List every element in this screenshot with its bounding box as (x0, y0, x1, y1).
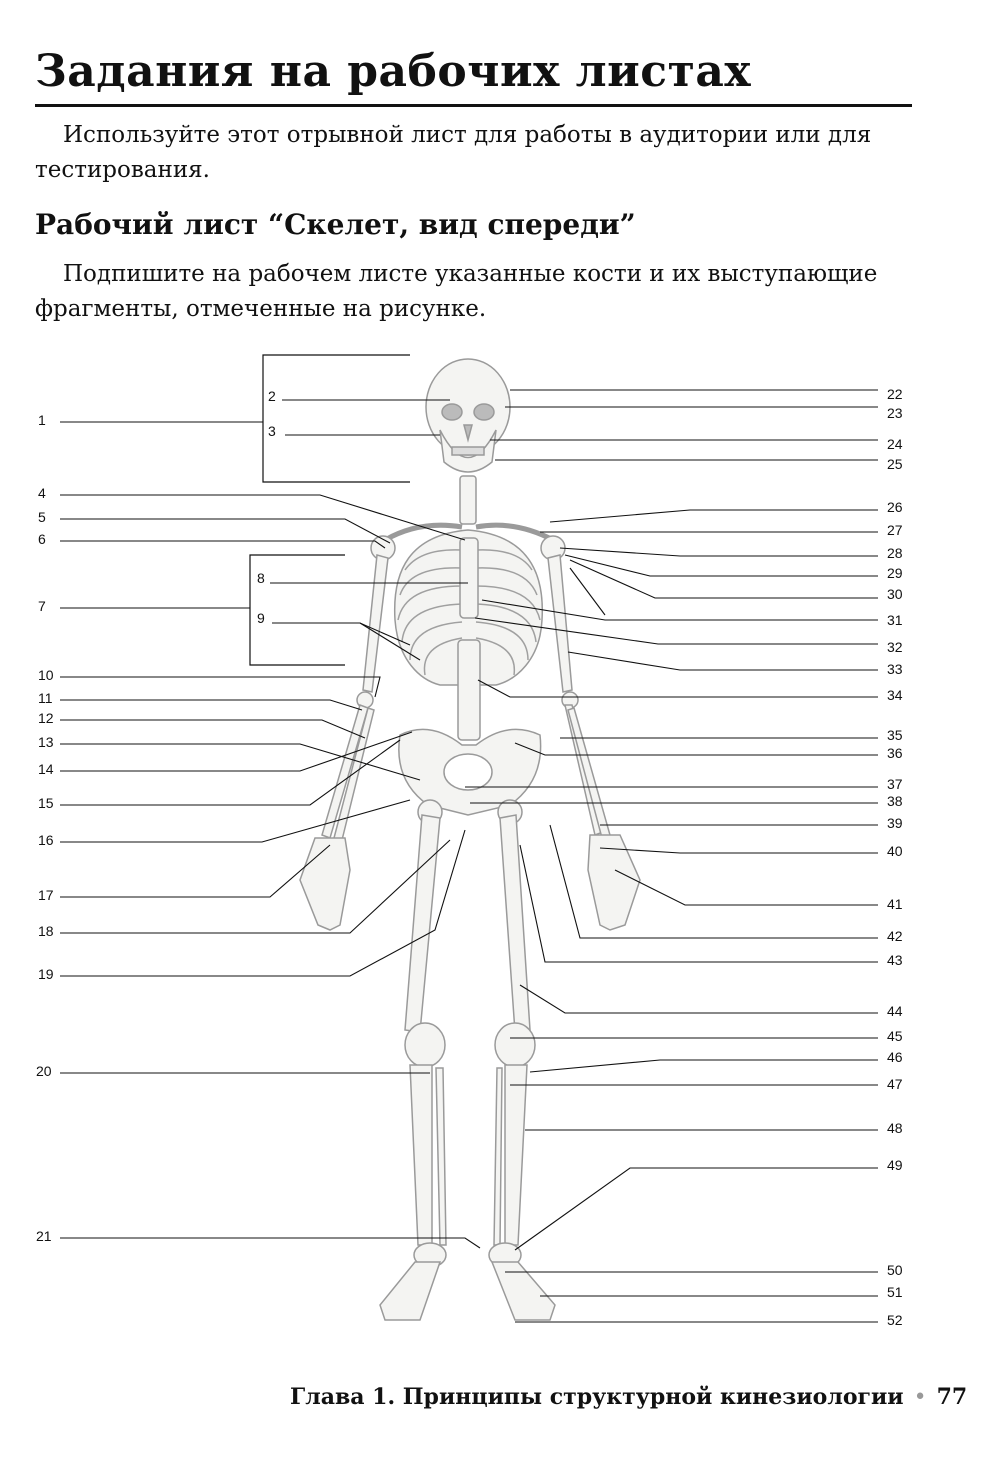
label-20: 20 (36, 1063, 52, 1079)
label-47: 47 (887, 1076, 903, 1092)
label-43: 43 (887, 952, 903, 968)
label-9: 9 (257, 610, 265, 626)
label-2: 2 (268, 388, 276, 404)
label-50: 50 (887, 1262, 903, 1278)
label-22: 22 (887, 386, 903, 402)
label-4: 4 (38, 485, 46, 501)
footer-bullet: • (913, 1385, 927, 1410)
label-12: 12 (38, 710, 54, 726)
label-24: 24 (887, 436, 903, 452)
label-28: 28 (887, 545, 903, 561)
footer-chapter: Глава 1. Принципы структурной кинезиологии (290, 1384, 904, 1410)
label-45: 45 (887, 1028, 903, 1044)
label-30: 30 (887, 586, 903, 602)
right-labels (887, 386, 903, 1328)
label-39: 39 (887, 815, 903, 831)
label-31: 31 (887, 612, 903, 628)
page-title: Задания на рабочих листах (35, 46, 752, 97)
label-17: 17 (38, 887, 54, 903)
label-25: 25 (887, 456, 903, 472)
label-46: 46 (887, 1049, 903, 1065)
label-42: 42 (887, 928, 903, 944)
label-23: 23 (887, 405, 903, 421)
label-35: 35 (887, 727, 903, 743)
intro-text: Используйте этот отрывной лист для работы в аудитории или для тестирования. (35, 122, 872, 183)
page-number: 77 (936, 1384, 968, 1410)
label-40: 40 (887, 843, 903, 859)
label-52: 52 (887, 1312, 903, 1328)
label-38: 38 (887, 793, 903, 809)
label-10: 10 (38, 667, 54, 683)
label-5: 5 (38, 509, 46, 525)
label-29: 29 (887, 565, 903, 581)
label-33: 33 (887, 661, 903, 677)
label-27: 27 (887, 522, 903, 538)
label-15: 15 (38, 795, 54, 811)
left-labels (36, 388, 276, 1244)
page-footer (290, 1384, 967, 1410)
label-18: 18 (38, 923, 54, 939)
label-44: 44 (887, 1003, 903, 1019)
label-37: 37 (887, 776, 903, 792)
label-48: 48 (887, 1120, 903, 1136)
label-32: 32 (887, 639, 903, 655)
skeleton-illustration (300, 359, 640, 1320)
label-7: 7 (38, 598, 46, 614)
label-41: 41 (887, 896, 903, 912)
label-49: 49 (887, 1157, 903, 1173)
instruction-text: Подпишите на рабочем листе указанные кости и их выступающие фрагменты, отмеченные на рисунке. (35, 261, 878, 322)
worksheet-title: Рабочий лист “Скелет, вид спереди” (35, 208, 636, 241)
label-8: 8 (257, 570, 265, 586)
label-13: 13 (38, 734, 54, 750)
label-51: 51 (887, 1284, 903, 1300)
label-6: 6 (38, 531, 46, 547)
label-21: 21 (36, 1228, 52, 1244)
label-16: 16 (38, 832, 54, 848)
label-36: 36 (887, 745, 903, 761)
label-34: 34 (887, 687, 903, 703)
label-1: 1 (38, 412, 46, 428)
label-26: 26 (887, 499, 903, 515)
label-19: 19 (38, 966, 54, 982)
label-11: 11 (38, 690, 53, 706)
label-14: 14 (38, 761, 54, 777)
label-3: 3 (268, 423, 276, 439)
